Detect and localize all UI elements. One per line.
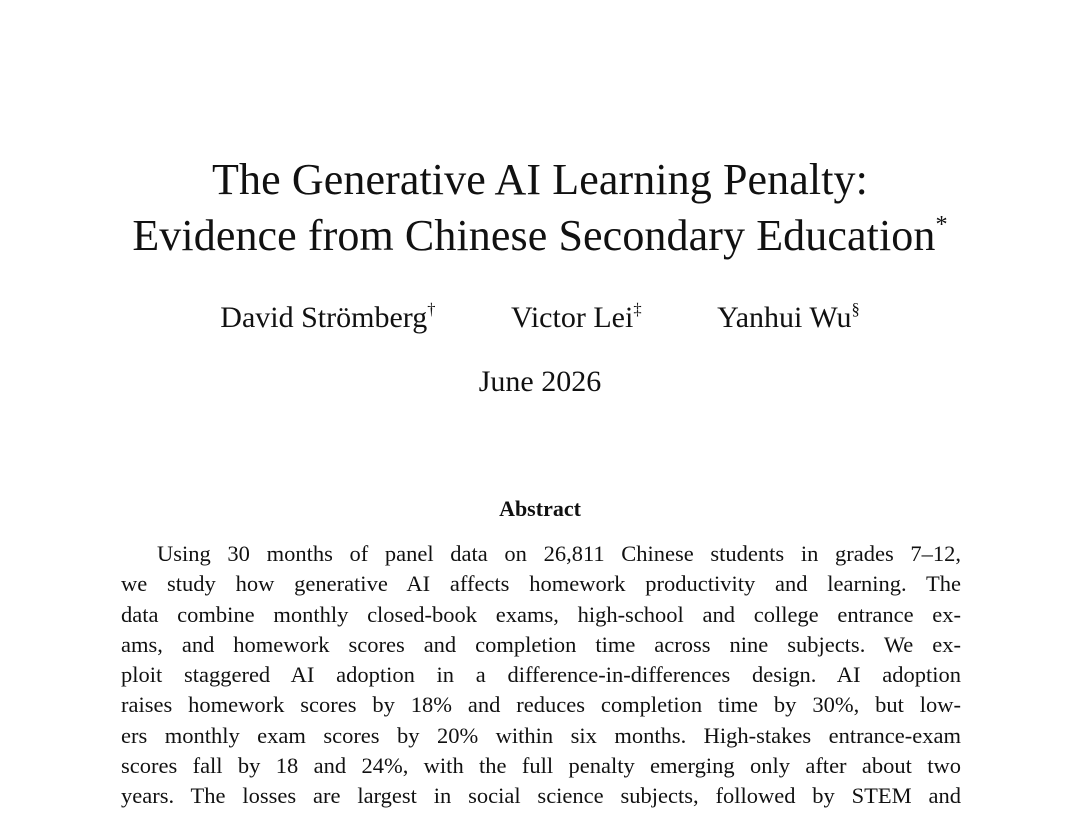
abstract-line: ams, and homework scores and completion time across nine subjects. We ex- <box>121 631 961 657</box>
author-name: Yanhui Wu <box>717 301 852 334</box>
author-footnote-mark: ‡ <box>633 299 642 319</box>
publication-date: June 2026 <box>478 365 602 398</box>
author-name: David Strömberg <box>220 301 428 334</box>
title-line-2 <box>0 208 1080 264</box>
abstract-line: scores fall by 18 and 24%, with the full penalty emerging only after about two <box>121 753 961 779</box>
abstract-line: years. The losses are largest in social science subjects, followed by STEM and <box>121 783 961 809</box>
author-footnote-mark: † <box>427 299 436 319</box>
abstract-line: ers monthly exam scores by 20% within six months. High-stakes entrance-exam <box>121 722 961 748</box>
author-wu <box>717 298 860 338</box>
abstract-body <box>121 539 961 812</box>
abstract-line: we study how generative AI affects homework productivity and learning. The <box>121 571 961 597</box>
author-lei <box>511 298 642 338</box>
abstract-heading: Abstract <box>499 496 581 521</box>
author-footnote-mark: § <box>851 299 860 319</box>
title-line-2-text: Evidence from Chinese Secondary Education <box>132 211 936 260</box>
abstract-line: ploit staggered AI adoption in a difference-in-differences design. AI adoption <box>121 662 961 688</box>
title-line-1: The Generative AI Learning Penalty: <box>212 155 868 204</box>
title-footnote-mark: * <box>935 210 948 238</box>
abstract-line: raises homework scores by 18% and reduces completion time by 30%, but low- <box>121 692 961 718</box>
abstract-line: data combine monthly closed-book exams, high-school and college entrance ex- <box>121 601 961 627</box>
abstract-line: Using 30 months of panel data on 26,811 Chinese students in grades 7–12, <box>157 541 961 566</box>
paper-title <box>0 152 1080 264</box>
author-list <box>0 298 1080 338</box>
author-stromberg <box>220 298 435 338</box>
author-name: Victor Lei <box>510 301 634 334</box>
